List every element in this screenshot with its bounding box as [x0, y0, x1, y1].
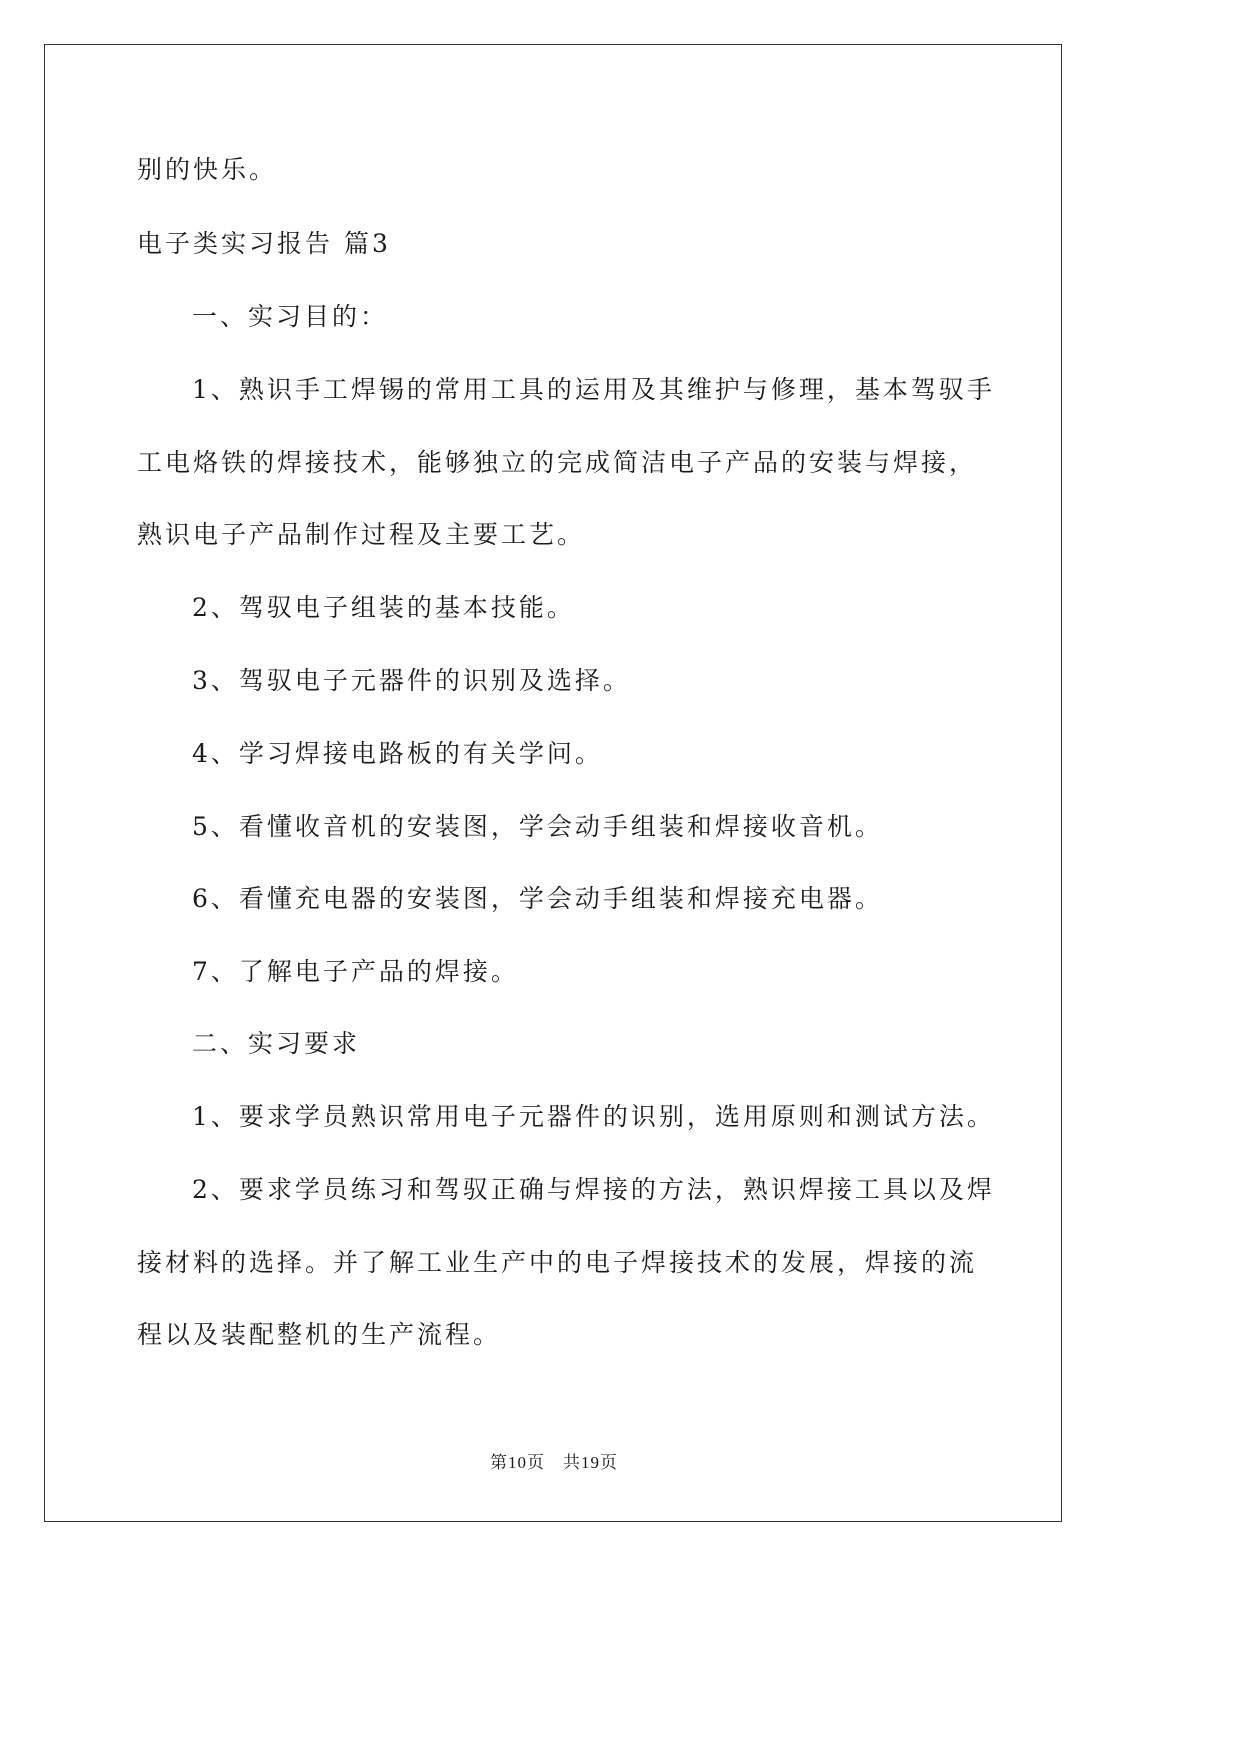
paragraph-line: 熟识电子产品制作过程及主要工艺。	[137, 520, 586, 549]
list-item: 7、了解电子产品的焊接。	[192, 957, 519, 986]
paragraph-line: 工电烙铁的焊接技术，能够独立的完成简洁电子产品的安装与焊接，	[137, 448, 978, 477]
page-border	[44, 44, 1062, 1522]
list-item: 3、驾驭电子元器件的识别及选择。	[192, 666, 631, 695]
paragraph-line: 程以及装配整机的生产流程。	[137, 1320, 502, 1349]
paragraph-line: 别的快乐。	[137, 155, 278, 184]
paragraph-line: 接材料的选择。并了解工业生产中的电子焊接技术的发展，焊接的流	[137, 1248, 978, 1277]
list-item: 2、驾驭电子组装的基本技能。	[192, 593, 575, 622]
page-number-current: 第10页	[490, 1453, 545, 1472]
list-item: 5、看懂收音机的安装图，学会动手组装和焊接收音机。	[192, 812, 883, 841]
subsection-heading: 一、实习目的：	[192, 302, 389, 331]
paragraph-line: 1、熟识手工焊锡的常用工具的运用及其维护与修理，基本驾驭手	[192, 375, 995, 404]
list-item: 6、看懂充电器的安装图，学会动手组装和焊接充电器。	[192, 884, 883, 913]
list-item: 2、要求学员练习和驾驭正确与焊接的方法，熟识焊接工具以及焊	[192, 1175, 995, 1204]
page-footer	[0, 1452, 1108, 1474]
page-number-total: 共19页	[563, 1453, 618, 1472]
list-item: 4、学习焊接电路板的有关学问。	[192, 739, 603, 768]
subsection-heading: 二、实习要求	[192, 1029, 361, 1058]
section-heading: 电子类实习报告 篇3	[137, 229, 391, 258]
list-item: 1、要求学员熟识常用电子元器件的识别，选用原则和测试方法。	[192, 1102, 995, 1131]
